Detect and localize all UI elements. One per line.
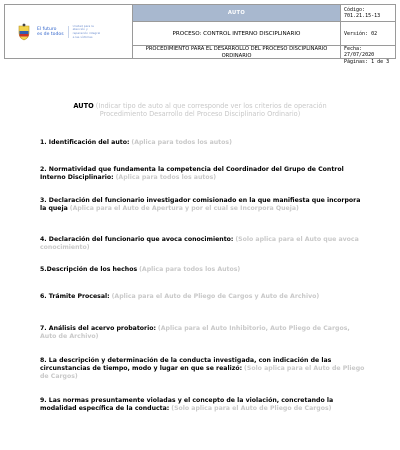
section-hint: (Solo aplica para el Auto que avoca conocimiento): [40, 236, 359, 251]
document-header-table: [4, 4, 396, 65]
section-hint: (Aplica para todos los autos): [115, 174, 217, 181]
coat-of-arms-icon: [17, 23, 31, 41]
procedure-name: PROCEDIMIENTO PARA EL DESARROLLO DEL PROCESO DISCIPLINARIO ORDINARIO: [133, 46, 341, 59]
section-label: 3. Declaración del funcionario investigador comisionado en la que manifiesta que incorpora la queja: [40, 197, 361, 212]
section-label: 7. Análisis del acervo probatorio:: [40, 325, 156, 332]
section-label: 5.Descripción de los hechos: [40, 266, 138, 273]
document-version: Versión: 02: [341, 22, 395, 46]
section-item: [40, 166, 365, 182]
brand-text: El futuro es de todos: [37, 27, 64, 37]
document-title: AUTO: [133, 5, 341, 22]
section-item: [40, 139, 365, 147]
section-hint: (Aplica para el Auto de Apertura y por el cual se Incorpora Queja): [69, 205, 299, 212]
section-hint: (Aplica para todos los autos): [131, 139, 232, 146]
section-item: [40, 357, 365, 381]
section-item: [40, 325, 365, 341]
section-label: 9. Las normas presuntamente violadas y el concepto de la violación, concretando la modalidad específica de la conducta:: [40, 397, 334, 412]
section-hint: (Aplica para el Auto Inhibitorio, Auto Pliego de Cargos, Auto de Archivo): [40, 325, 350, 340]
document-date: Fecha: 27/07/2020: [341, 46, 395, 59]
section-hint: (Solo aplica para el Auto de Pliego de Cargos): [40, 365, 365, 380]
section-hint: (Aplica para todos los Autos): [139, 266, 241, 273]
section-label: 2. Normatividad que fundamenta la competencia del Coordinador del Grupo de Control Interno Disciplinario:: [40, 166, 344, 181]
section-item: [40, 266, 365, 274]
brand-subtitle: Unidad para la atención y reparación integral a las víctimas: [72, 23, 101, 39]
brand-separator: [68, 26, 69, 38]
process-name: PROCESO: CONTROL INTERNO DISCIPLINARIO: [133, 22, 341, 46]
section-item: [40, 197, 365, 213]
intro-hint: (Indicar tipo de auto al que corresponde ver los criterios de operación Procedimiento Desarrollo del Proceso Disciplinario Ordinario): [95, 102, 327, 118]
section-label: 8. La descripción y determinación de la conducta investigada, con indicación de las circunstancias de tiempo, modo y lugar en que se realizó:: [40, 357, 332, 372]
document-pages: Páginas: 1 de 3: [344, 59, 390, 65]
section-label: 6. Trámite Procesal:: [40, 293, 110, 300]
intro-paragraph: [70, 102, 330, 118]
section-item: [40, 236, 365, 252]
logo-cell: [5, 5, 133, 59]
intro-keyword: AUTO: [73, 102, 94, 110]
section-hint: (Solo aplica para el Auto de Pliego de Cargos): [171, 405, 332, 412]
section-label: 4. Declaración del funcionario que avoca conocimiento:: [40, 236, 234, 243]
section-label: 1. Identificación del auto:: [40, 139, 130, 146]
section-item: [40, 397, 365, 413]
document-code: Código: 701.21.15-13: [341, 5, 395, 22]
section-hint: (Aplica para el Auto de Pliego de Cargos y Auto de Archivo): [111, 293, 320, 300]
document-metadata: [341, 5, 395, 65]
section-item: [40, 293, 365, 301]
brand-logo: [37, 25, 101, 39]
